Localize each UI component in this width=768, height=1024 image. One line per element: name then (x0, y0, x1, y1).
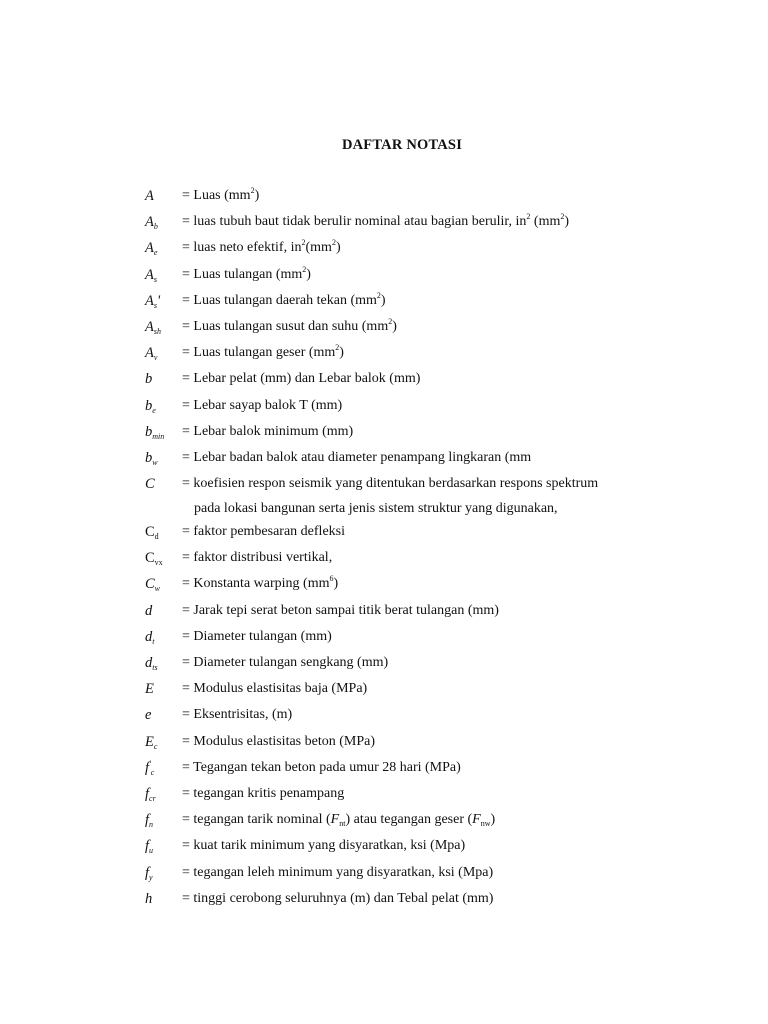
notation-row (0, 729, 768, 755)
description-text: = luas neto efektif, in (182, 240, 302, 256)
notation-row (0, 676, 768, 702)
symbol-prime: ' (156, 292, 161, 309)
notation-row (0, 571, 768, 597)
superscript: 2 (376, 290, 381, 300)
notation-row (0, 807, 768, 833)
notation-description (182, 545, 662, 571)
description-continuation: pada lokasi bangunan serta jenis sistem struktur yang digunakan, (194, 501, 558, 517)
symbol-base: C (145, 576, 155, 593)
superscript: 2 (560, 212, 565, 222)
description-text: = kuat tarik minimum yang disyaratkan, ksi (Mpa) (182, 838, 466, 854)
notation-row (0, 781, 768, 807)
notation-symbol (145, 183, 154, 209)
description-text: = Luas (mm (182, 188, 251, 203)
notation-description (182, 366, 662, 392)
symbol-base: h (145, 890, 153, 907)
description-text: = faktor distribusi vertikal, (182, 550, 333, 566)
symbol-subscript: d (154, 532, 159, 542)
symbol-subscript: sh (153, 326, 161, 336)
symbol-base: A (145, 266, 154, 283)
superscript: 2 (331, 238, 336, 248)
notation-row (0, 366, 768, 392)
notation-description (182, 314, 662, 340)
notation-symbol (145, 860, 153, 886)
symbol-subscript: w (154, 584, 161, 594)
symbol-base: E (145, 681, 154, 698)
description-text: = tegangan leleh minimum yang disyaratkan, ksi (Mpa) (182, 864, 494, 880)
description-text: ) (335, 240, 341, 256)
notation-symbol (145, 519, 159, 545)
symbol-base: f (145, 759, 150, 776)
notation-row (0, 419, 768, 445)
description-text: ) (392, 318, 397, 334)
superscript: 2 (301, 238, 306, 248)
notation-row (0, 209, 768, 235)
description-text: (mm (305, 240, 332, 256)
symbol-subscript: s (153, 274, 157, 284)
notation-row (0, 262, 768, 288)
symbol-subscript: u (149, 846, 154, 856)
symbol-base: b (145, 423, 153, 440)
superscript: 2 (388, 316, 393, 326)
inline-subscript: nt (339, 819, 346, 829)
symbol-base: A (145, 345, 154, 362)
description-text: = Tegangan tekan beton pada umur 28 hari (MPa) (182, 759, 461, 775)
inline-symbol: F (472, 812, 481, 828)
symbol-base: f (145, 812, 150, 829)
notation-row (0, 755, 768, 781)
description-text: = tegangan tarik nominal ( (182, 812, 331, 828)
notation-description (182, 340, 662, 366)
description-text: = Lebar pelat (mm) dan Lebar balok (mm) (182, 371, 421, 387)
notation-symbol (145, 445, 158, 471)
notation-row (0, 598, 768, 624)
notation-row (0, 650, 768, 676)
description-text: = Eksentrisitas, (m) (182, 707, 293, 723)
notation-symbol (145, 340, 157, 366)
description-text: = Jarak tepi serat beton sampai titik berat tulangan (mm) (182, 602, 499, 618)
symbol-subscript: w (152, 457, 158, 467)
symbol-base: d (145, 655, 153, 671)
notation-row (0, 833, 768, 859)
notation-row (0, 471, 768, 519)
symbol-base: C (145, 550, 155, 567)
notation-symbol (145, 702, 151, 728)
superscript: 6 (329, 574, 334, 584)
notation-description (182, 419, 662, 445)
description-text: = Diameter tulangan (mm) (182, 628, 332, 644)
description-text: = Modulus elastisitas beton (MPa) (182, 733, 375, 749)
symbol-subscript: vx (154, 558, 163, 568)
symbol-base: A (145, 188, 154, 204)
notation-description (182, 393, 662, 419)
symbol-subscript: e (153, 248, 158, 258)
notation-description (182, 702, 662, 728)
notation-description (182, 262, 662, 288)
symbol-subscript: v (153, 353, 158, 363)
description-text: = luas tubuh baut tidak berulir nominal atau bagian berulir, in (182, 214, 527, 230)
description-text: ) (490, 812, 496, 828)
notation-row (0, 235, 768, 261)
notation-description (182, 519, 662, 545)
description-text: = Luas tulangan geser (mm (182, 345, 336, 361)
description-text: ) (564, 214, 570, 230)
description-text: ) (333, 576, 339, 592)
symbol-base: d (145, 602, 153, 619)
description-text: = Luas tulangan daerah tekan (mm (182, 292, 377, 308)
notation-symbol (145, 262, 157, 288)
notation-description (182, 860, 662, 886)
description-text: = Lebar badan balok atau diameter penampang lingkaran (mm (182, 449, 532, 465)
notation-description (182, 209, 662, 235)
notation-row (0, 288, 768, 314)
inline-subscript: nw (480, 819, 491, 829)
description-text: = tegangan kritis penampang (182, 785, 345, 801)
notation-description (182, 729, 662, 755)
description-text: ) (380, 292, 386, 308)
notation-symbol (145, 755, 154, 781)
notation-description (182, 781, 662, 807)
symbol-prime: ' (149, 758, 151, 768)
notation-list (0, 183, 768, 912)
notation-symbol (145, 545, 163, 571)
notation-row (0, 519, 768, 545)
notation-description (182, 650, 662, 676)
notation-symbol (145, 471, 155, 497)
notation-symbol (145, 419, 164, 445)
notation-symbol (145, 366, 152, 392)
description-text: ) (306, 266, 311, 282)
symbol-subscript: min (152, 431, 165, 441)
symbol-base: b (145, 397, 153, 414)
superscript: 2 (250, 186, 255, 195)
notation-symbol (145, 650, 158, 676)
description-text: = Lebar balok minimum (mm) (182, 423, 354, 439)
symbol-base: f (145, 785, 150, 802)
notation-symbol (145, 393, 156, 419)
description-text: = Diameter tulangan sengkang (mm) (182, 655, 389, 670)
notation-description (182, 571, 662, 597)
symbol-subscript: c (153, 741, 158, 751)
notation-symbol (145, 288, 160, 314)
symbol-base: A (145, 240, 154, 257)
description-text: (mm (530, 214, 561, 230)
symbol-base: e (145, 707, 152, 724)
superscript: 2 (302, 264, 307, 274)
symbol-base: A (145, 292, 154, 309)
symbol-base: C (145, 524, 155, 541)
symbol-subscript: e (152, 405, 156, 415)
notation-description (182, 598, 662, 624)
description-text: = tinggi cerobong seluruhnya (m) dan Tebal pelat (mm) (182, 890, 494, 906)
superscript: 2 (526, 212, 531, 222)
notation-row (0, 702, 768, 728)
notation-description (182, 833, 662, 859)
notation-description (182, 288, 662, 314)
notation-description (182, 471, 662, 521)
symbol-base: A (145, 318, 154, 335)
description-text: ) (339, 345, 344, 361)
page-title: DAFTAR NOTASI (341, 137, 463, 153)
notation-row (0, 393, 768, 419)
notation-symbol (145, 235, 157, 261)
symbol-base: f (145, 838, 150, 855)
symbol-subscript: b (153, 222, 158, 232)
description-text: = koefisien respon seismik yang ditentukan berdasarkan respons spektrum (182, 476, 599, 492)
notation-row (0, 860, 768, 886)
description-text: = faktor pembesaran defleksi (182, 524, 345, 540)
notation-description (182, 235, 662, 261)
description-text: ) atau tegangan geser ( (345, 812, 473, 828)
symbol-base: E (145, 733, 154, 750)
description-text: = Modulus elastisitas baja (MPa) (182, 681, 368, 697)
notation-row (0, 886, 768, 912)
superscript: 2 (335, 343, 340, 353)
inline-symbol: F (330, 812, 340, 828)
symbol-subscript: ts (152, 663, 158, 672)
notation-symbol (145, 729, 157, 755)
symbol-base: b (145, 371, 153, 388)
symbol-base: C (145, 476, 155, 493)
notation-symbol (145, 624, 154, 650)
description-text: = Luas tulangan susut dan suhu (mm (182, 318, 389, 334)
description-text: = Luas tulangan (mm (182, 266, 303, 282)
symbol-base: d (145, 628, 153, 645)
notation-symbol (145, 833, 153, 859)
symbol-base: f (145, 864, 150, 881)
symbol-subscript: t (152, 636, 155, 646)
description-text: = Lebar sayap balok T (mm) (182, 397, 343, 413)
notation-row (0, 340, 768, 366)
notation-description (182, 624, 662, 650)
notation-description (182, 755, 662, 781)
symbol-base: b (145, 449, 153, 466)
description-text: ) (254, 188, 260, 203)
notation-row (0, 314, 768, 340)
notation-symbol (145, 598, 152, 624)
description-text: = Konstanta warping (mm (182, 576, 330, 592)
symbol-subscript: s (153, 300, 157, 310)
notation-symbol (145, 676, 154, 702)
symbol-base: A (145, 214, 154, 231)
notation-symbol (145, 571, 160, 597)
notation-row (0, 445, 768, 471)
notation-symbol (145, 314, 161, 340)
notation-description (182, 183, 662, 209)
notation-symbol (145, 886, 152, 912)
notation-row (0, 624, 768, 650)
notation-symbol (145, 209, 158, 235)
notation-row (0, 183, 768, 209)
notation-symbol (145, 807, 153, 833)
symbol-subscript: c (150, 767, 155, 777)
symbol-subscript: cr (149, 793, 156, 803)
symbol-subscript: n (149, 820, 154, 830)
notation-row (0, 545, 768, 571)
notation-description (182, 445, 662, 471)
notation-description (182, 807, 662, 833)
notation-symbol (145, 781, 156, 807)
notation-description (182, 886, 662, 912)
notation-description (182, 676, 662, 702)
symbol-subscript: y (149, 872, 153, 882)
